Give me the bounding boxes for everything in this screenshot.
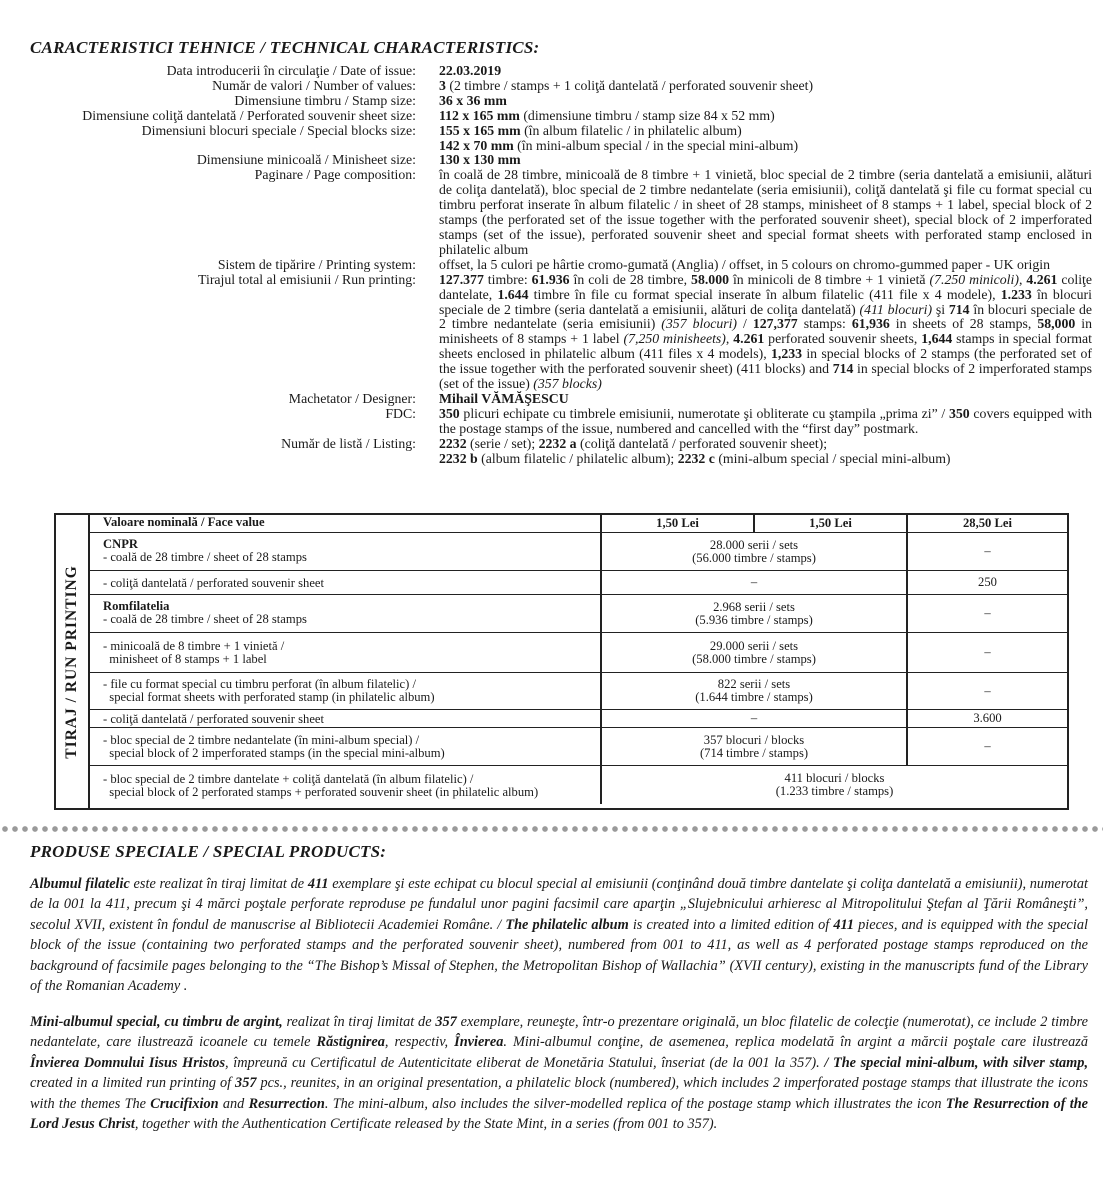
- row-description: CNPR - coală de 28 timbre / sheet of 28 stamps: [90, 533, 602, 570]
- table-row: [90, 673, 1067, 710]
- spec-value: 155 x 165 mm (în album filatelic / in philatelic album) 142 x 70 mm (în mini-album special / in the special mini-album): [439, 122, 799, 153]
- spec-designer: [20, 392, 1100, 407]
- row-description: - coliţă dantelată / perforated souvenir sheet: [90, 710, 602, 727]
- row-merged-value: 411 blocuri / blocks (1.233 timbre / stamps): [775, 771, 894, 798]
- spec-value: offset, la 5 culori pe hârtie cromo-gumată (Anglia) / offset, in 5 colours on chromo-gummed paper - UK origin: [439, 256, 1050, 272]
- row-middle-value: 28.000 serii / sets (56.000 timbre / stamps): [602, 533, 908, 570]
- table-row: [90, 595, 1067, 633]
- mini-album-paragraph: Mini-albumul special, cu timbru de argint, realizat în tiraj limitat de 357 exemplare, reuneşte, într-o prezentare originală, un bloc filatelic de colecţie (numerotat), ce include 2 timbre nedantelate, care ilustrează icoanele cu temele Răstignirea, respectiv, Învierea. Mini-albumul conţine, de asemenea, replica modelată în argint a mărcii poştale care ilustrează Învierea Domnului Iisus Hristos, împreună cu Certificatul de Autenticitate eliberat de Monetăria Statului, înseriat (de la 001 la 357). / The special mini-album, with silver stamp, created in a limited run printing of 357 pcs., reunites, in an original presentation, a philatelic block (numbered), which includes 2 imperforated postage stamps that illustrate the icons with the themes The Crucifixion and Resurrection. The mini-album, also includes the silver-modelled replica of the postage stamp which illustrates the icon The Resurrection of the Lord Jesus Christ, together with the Authentication Certificate released by the State Mint, in a series (from 001 to 357).: [30, 1014, 1089, 1133]
- spec-label: Dimensiune timbru / Stamp size:: [234, 92, 416, 108]
- dotted-divider: [0, 826, 1103, 832]
- spec-sheet-size: [20, 109, 1100, 124]
- row-description: - bloc special de 2 timbre nedantelate (în mini-album special) / special block of 2 imperforated stamps (in the special mini-album): [90, 728, 602, 765]
- table-row: [90, 571, 1067, 595]
- spec-listing: [20, 437, 1100, 467]
- face-value-group: [602, 515, 908, 532]
- table-side-label: TIRAJ / RUN PRINTING: [56, 515, 90, 808]
- technical-characteristics-heading: CARACTERISTICI TEHNICE / TECHNICAL CHARACTERISTICS:: [30, 38, 540, 57]
- row-right-value: –: [984, 544, 991, 559]
- spec-value: 127.377 timbre: 61.936 în coli de 28 timbre, 58.000 în minicoli de 8 timbre + 1 vinietă (7.250 minicoli), 4.261 coliţe dantelate, 1.644 timbre în file cu format special inserate în album filatelic (411 file x 4 modele), 1.233 în blocuri speciale de 2 timbre (seria dantelată a emisiunii, alături de coliţa dantelată) (411 blocuri) şi 714 în blocuri speciale de 2 timbre nedantelate (seria emisiunii) (357 blocuri) / 127,377 stamps: 61,936 in sheets of 28 stamps, 58,000 in minisheets of 8 stamps + 1 label (7,250 minisheets), 4.261 perforated souvenir sheets, 1,644 stamps in special format sheets enclosed in philatelic album (411 files x 4 models), 1,233 in special blocks of 2 stamps (the perforated set of the issue together with the perforated souvenir sheet) (411 blocks) and 714 in special blocks of 2 imperforated stamps (set of the issue) (357 blocks): [439, 271, 1093, 392]
- spec-label: FDC:: [385, 405, 416, 421]
- spec-stamp-size: [20, 94, 1100, 109]
- row-description: Romfilatelia - coală de 28 timbre / sheet of 28 stamps: [90, 595, 602, 632]
- row-middle-value: 2.968 serii / sets (5.936 timbre / stamps): [602, 595, 908, 632]
- spec-value: în coală de 28 timbre, minicoală de 8 timbre + 1 vinietă, bloc special de 2 timbre (seria dantelată a emisiunii, alături de coliţa dantelată), bloc special de 2 timbre nedantelate (seria emisiunii), coliţă dantelată şi file cu format special cu timbru perforat inserate în album filatelic / in sheet of 28 stamps, minisheet of 8 stamps + 1 label, special block of 2 stamps (the perforated set of the issue together with the perforated souvenir sheet), special block of 2 imperforated stamps (set of the issue), perforated souvenir sheet and special format sheets with perforated stamp enclosed in philatelic album: [439, 167, 1092, 257]
- spec-value: 130 x 130 mm: [439, 152, 521, 168]
- table-row: [90, 766, 1067, 804]
- table-row: [90, 633, 1067, 673]
- row-middle-value: 29.000 serii / sets (58.000 timbre / stamps): [602, 633, 908, 672]
- row-middle-value: –: [602, 571, 908, 594]
- row-right-value: 250: [978, 575, 997, 590]
- spec-value: 3 (2 timbre / stamps + 1 coliţă dantelată / perforated souvenir sheet): [439, 77, 814, 93]
- spec-label: Tirajul total al emisiunii / Run printing:: [198, 271, 416, 287]
- spec-blocks-size: [20, 124, 1100, 154]
- spec-label: Paginare / Page composition:: [254, 167, 416, 183]
- face-value-3: 28,50 Lei: [963, 516, 1012, 531]
- face-value-label: Valoare nominală / Face value: [90, 515, 602, 532]
- spec-printing-system: [20, 258, 1100, 273]
- table-header-row: [90, 515, 1067, 533]
- table-row: [90, 533, 1067, 571]
- table-row: [90, 710, 1067, 728]
- spec-label: Data introducerii în circulaţie / Date of issue:: [166, 63, 416, 78]
- spec-fdc: [20, 407, 1100, 437]
- face-value-1: 1,50 Lei: [656, 516, 699, 531]
- row-right-value: –: [984, 739, 991, 754]
- spec-label: Sistem de tipărire / Printing system:: [217, 256, 416, 272]
- spec-label: Număr de valori / Number of values:: [212, 77, 416, 93]
- table-grid: [90, 515, 1067, 804]
- face-value-2: 1,50 Lei: [753, 515, 906, 532]
- spec-run-printing: [20, 273, 1100, 392]
- philatelic-album-paragraph: Albumul filatelic este realizat în tiraj limitat de 411 exemplare şi este echipat cu blocul special al emisiunii (conţinând două timbre dantelate şi coliţa dantelată a emisiunii), numerotat de la 001 la 411, precum şi 4 mărci poştale perforate reproduse pe fundalul unor pagini facsimil care aparţin „Slujebnicului arhieresc al Mitropolitului Ştefan al Ţării Româneşti”, secolul XVII, existent în fondul de manuscrise al Bibliotecii Academiei Române. / The philatelic album is created into a limited edition of 411 pieces, and is equipped with the special block of the issue (containing two perforated stamps and the perforated souvenir sheet), numbered from 001 to 411, as well as 4 perforated postage stamps reproduced on the background of facsimile pages belonging to the “The Bishop’s Missal of Stephen, the Metropolitan Bishop of Wallachia” (XVII century), existing in the manuscripts fund of the Library of the Romanian Academy .: [30, 876, 1089, 995]
- row-description: - file cu format special cu timbru perforat (în album filatelic) / special format sheets with perforated stamp (in philatelic album): [90, 673, 602, 709]
- spec-value: 22.03.2019: [439, 63, 502, 78]
- row-middle-value: 357 blocuri / blocks (714 timbre / stamps): [602, 728, 908, 765]
- technical-specs: [20, 64, 1100, 466]
- spec-value: 36 x 36 mm: [439, 92, 507, 108]
- table-row: [90, 728, 1067, 766]
- spec-value: 2232 (serie / set); 2232 a (coliţă dantelată / perforated souvenir sheet); 2232 b (album filatelic / philatelic album); 2232 c (mini-album special / special mini-album): [439, 435, 951, 466]
- spec-value: Mihail VĂMĂŞESCU: [439, 390, 569, 406]
- spec-label: Dimensiuni blocuri speciale / Special blocks size:: [141, 122, 416, 138]
- spec-label: Număr de listă / Listing:: [281, 435, 416, 451]
- spec-value: 112 x 165 mm (dimensiune timbru / stamp size 84 x 52 mm): [439, 107, 775, 123]
- row-right-value: 3.600: [973, 711, 1002, 726]
- row-middle-value: –: [602, 710, 908, 727]
- spec-label: Dimensiune minicoală / Minisheet size:: [196, 152, 416, 168]
- row-right-value: –: [984, 645, 991, 660]
- row-description: - coliţă dantelată / perforated souvenir sheet: [90, 571, 602, 594]
- run-printing-table: [54, 513, 1069, 810]
- row-right-value: –: [984, 683, 991, 698]
- spec-minisheet-size: [20, 153, 1100, 168]
- row-right-value: –: [984, 606, 991, 621]
- special-products-heading: PRODUSE SPECIALE / SPECIAL PRODUCTS:: [30, 842, 387, 861]
- spec-label: Dimensiune coliţă dantelată / Perforated souvenir sheet size:: [82, 107, 416, 123]
- spec-issue-date: [20, 64, 1100, 79]
- spec-label: Machetator / Designer:: [288, 390, 416, 406]
- row-middle-value: 822 serii / sets (1.644 timbre / stamps): [602, 673, 908, 709]
- row-description: - bloc special de 2 timbre dantelate + coliţă dantelată (în album filatelic) / special block of 2 perforated stamps + perforated souvenir sheet (in philatelic album): [90, 766, 602, 804]
- spec-page-composition: [20, 168, 1100, 257]
- row-description: - minicoală de 8 timbre + 1 vinietă / minisheet of 8 stamps + 1 label: [90, 633, 602, 672]
- spec-value: 350 plicuri echipate cu timbrele emisiunii, numerotate şi obliterate cu ştampila „prima zi” / 350 covers equipped with the postage stamps of the issue, numbered and cancelled with the “first day” postmark.: [439, 405, 1092, 436]
- spec-number-of-values: [20, 79, 1100, 94]
